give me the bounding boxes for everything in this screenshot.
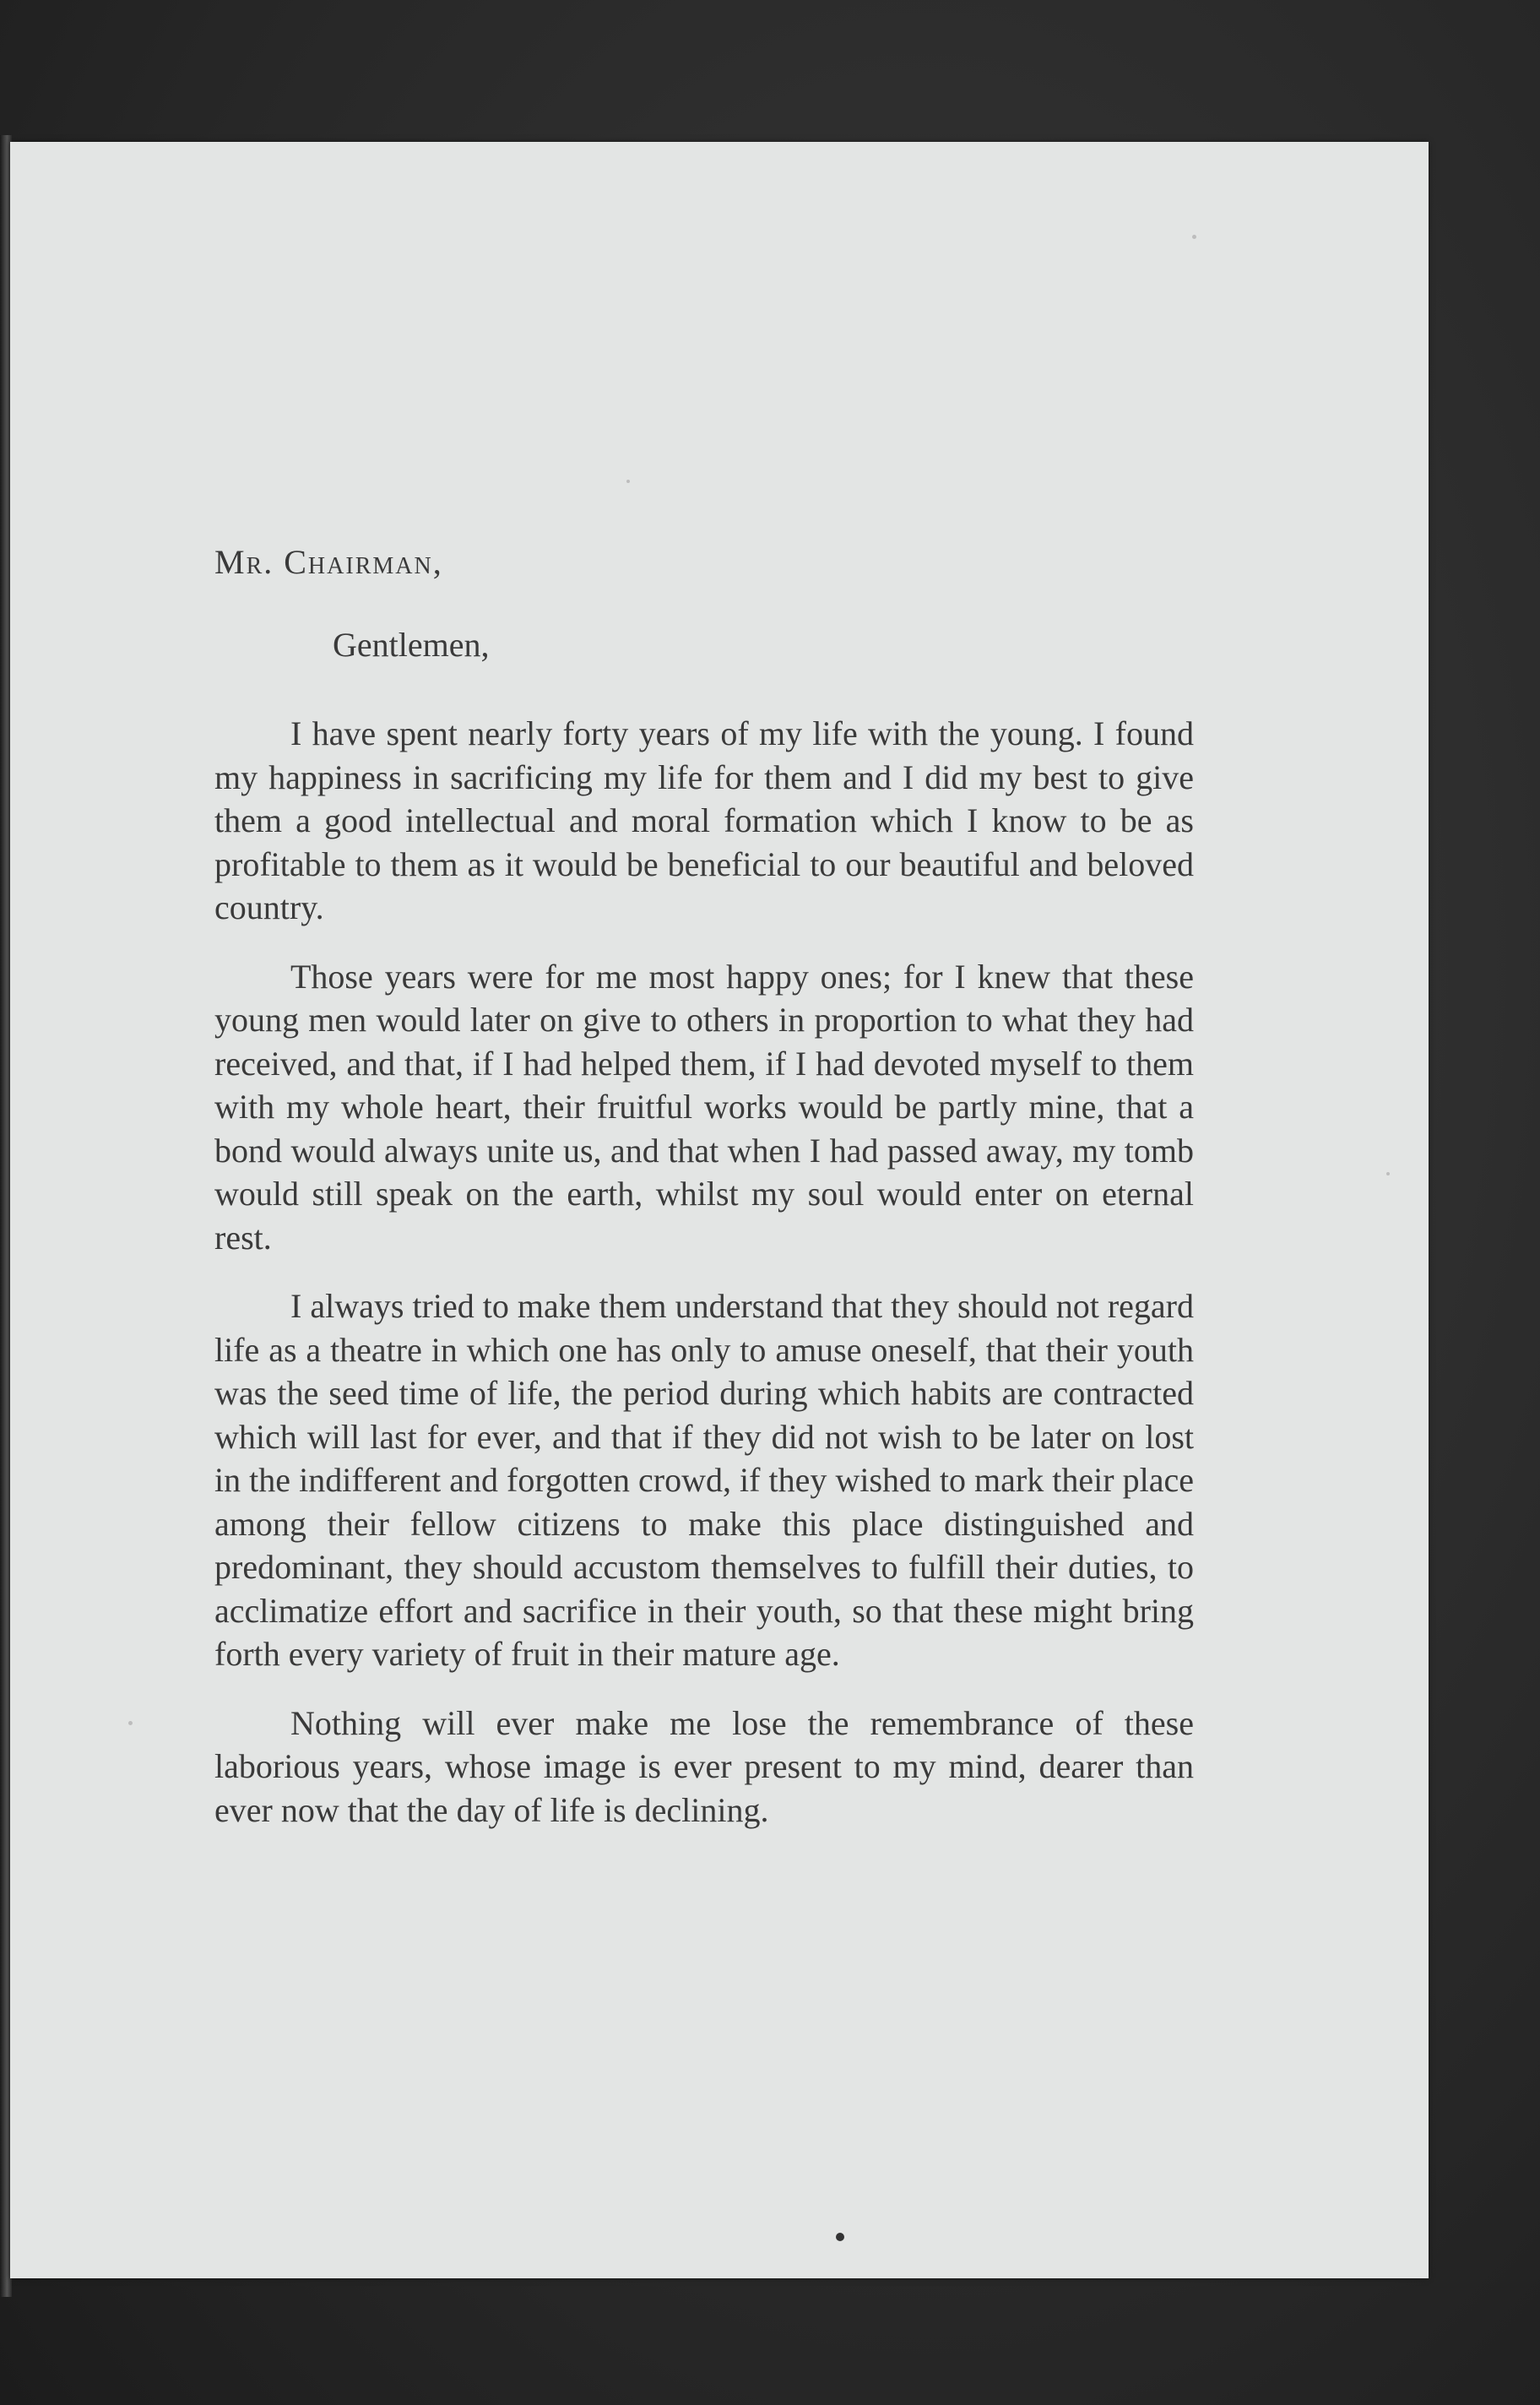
salutation: Mr. Chairman, (214, 543, 443, 581)
paragraph: I have spent nearly forty years of my life with the young. I found my happiness in sacrificing my life for them and I did my best to give them a good intellectual and moral formation which I know to be as profitable to them as it would be beneficial to our beautiful and beloved country. (214, 714, 1194, 926)
paper-speck (1192, 235, 1196, 239)
paragraph: Those years were for me most happy ones; for I knew that these young men would later on give to others in proportion to what they had received, and that, if I had helped them, if I had devoted myself to them with my whole heart, their fruitful works would be partly mine, that a bond would always unite us, and that when I had passed away, my tomb would still speak on the earth, whilst my soul would enter on eternal rest. (214, 957, 1194, 1257)
paragraph: I always tried to make them understand that they should not regard life as a theatre in which one has only to amuse oneself, that their youth was the seed time of life, the period during which habits are contracted which will last for ever, and that if they did not wish to be later on lost in the indifferent and forgotten crowd, if they wished to mark their place among their fellow citizens to make this place distinguished and predominant, they should accustom themselves to fulfill their duties, to acclimatize effort and sacrifice in their youth, so that these might bring forth every variety of fruit in their mature age. (214, 1287, 1194, 1673)
paper-speck (626, 480, 630, 483)
paper-speck (1386, 1172, 1390, 1175)
page-mark-dot (836, 2233, 844, 2241)
greeting: Gentlemen, (333, 625, 490, 664)
paragraph: Nothing will ever make me lose the remembrance of these laborious years, whose image is ever present to my mind, dearer than ever now that the day of life is declining. (214, 1703, 1194, 1829)
paper-speck (128, 1721, 133, 1725)
letter-body (214, 540, 1194, 1832)
